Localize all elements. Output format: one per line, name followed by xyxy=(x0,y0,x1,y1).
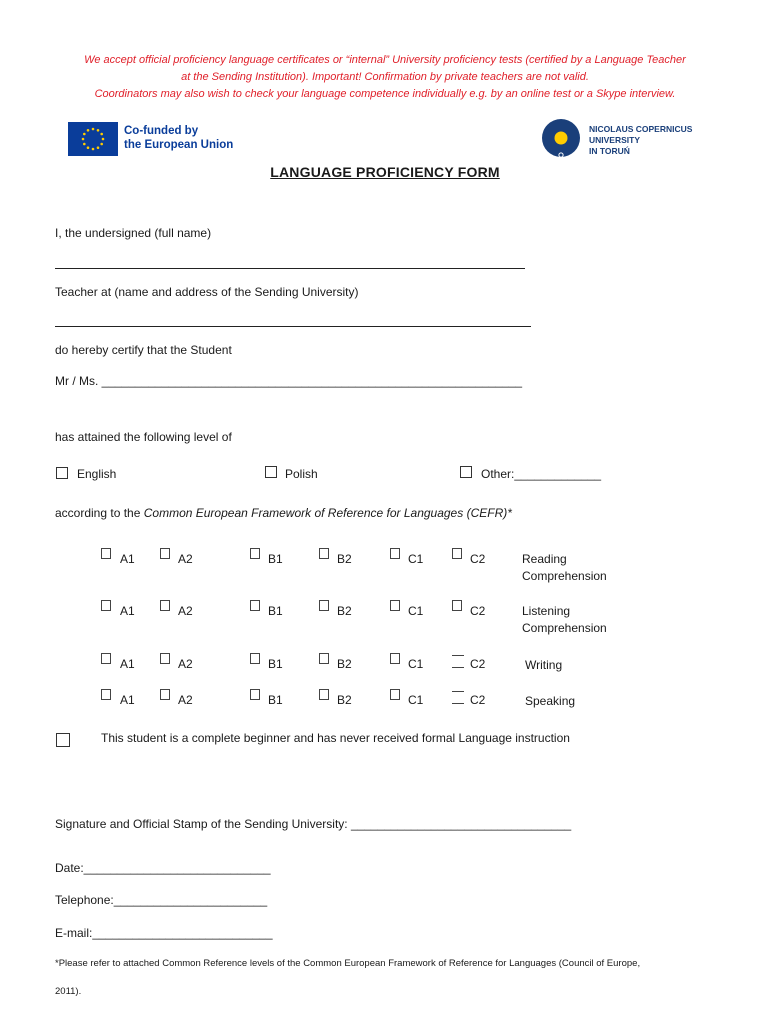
listening-c2-checkbox[interactable] xyxy=(452,600,462,611)
sending-university-field[interactable] xyxy=(55,326,531,327)
speaking-a1-label: A1 xyxy=(120,693,135,707)
signature-stamp-field[interactable]: Signature and Official Stamp of the Sending University: _________________________________ xyxy=(55,817,572,831)
undersigned-label: I, the undersigned (full name) xyxy=(55,226,212,240)
writing-a2-checkbox[interactable] xyxy=(160,653,170,664)
listening-comprehension-label xyxy=(522,603,607,637)
english-label: English xyxy=(77,467,117,481)
listening-a1-label: A1 xyxy=(120,604,135,618)
listening-b1-checkbox[interactable] xyxy=(250,600,260,611)
reading-a2-label: A2 xyxy=(178,552,193,566)
listening-b2-label: B2 xyxy=(337,604,352,618)
eu-flag-logo xyxy=(68,122,118,156)
listening-label-line-2: Comprehension xyxy=(522,621,607,635)
reading-a2-checkbox[interactable] xyxy=(160,548,170,559)
speaking-c1-checkbox[interactable] xyxy=(390,689,400,700)
student-name-field[interactable]: Mr / Ms. _______________________________________________________________ xyxy=(55,374,523,388)
notice-line-2: at the Sending Institution). Important! Confirmation by private teachers are not valid. xyxy=(181,71,589,83)
cefr-framework-name: Common European Framework of Reference for Languages (CEFR)* xyxy=(143,506,512,520)
ncu-logo-line-1: NICOLAUS COPERNICUS xyxy=(589,124,693,134)
reading-b1-label: B1 xyxy=(268,552,283,566)
full-name-field[interactable] xyxy=(55,268,525,269)
writing-b2-label: B2 xyxy=(337,657,352,671)
speaking-b2-checkbox[interactable] xyxy=(319,689,329,700)
writing-label: Writing xyxy=(525,658,563,672)
speaking-a2-label: A2 xyxy=(178,693,193,707)
writing-c2-label: C2 xyxy=(470,657,486,671)
writing-a1-label: A1 xyxy=(120,657,135,671)
listening-c1-label: C1 xyxy=(408,604,424,618)
listening-b1-label: B1 xyxy=(268,604,283,618)
certify-label: do hereby certify that the Student xyxy=(55,343,232,357)
cefr-label xyxy=(55,506,512,520)
listening-label-line-1: Listening xyxy=(522,604,571,618)
teacher-label: Teacher at (name and address of the Sending University) xyxy=(55,285,359,299)
speaking-b2-label: B2 xyxy=(337,693,352,707)
eu-logo-line-1: Co-funded by xyxy=(124,125,199,137)
speaking-c1-label: C1 xyxy=(408,693,424,707)
reading-label-line-2: Comprehension xyxy=(522,569,607,583)
reading-c2-label: C2 xyxy=(470,552,486,566)
ncu-emblem-logo xyxy=(541,118,581,158)
writing-a2-label: A2 xyxy=(178,657,193,671)
reading-label-line-1: Reading xyxy=(522,552,567,566)
attained-label: has attained the following level of xyxy=(55,430,232,444)
listening-a2-label: A2 xyxy=(178,604,193,618)
other-checkbox[interactable] xyxy=(460,466,472,478)
listening-c1-checkbox[interactable] xyxy=(390,600,400,611)
beginner-checkbox[interactable] xyxy=(56,733,70,747)
reading-b1-checkbox[interactable] xyxy=(250,548,260,559)
writing-c2-checkbox[interactable] xyxy=(452,655,464,668)
telephone-field[interactable]: Telephone:_______________________ xyxy=(55,893,268,907)
listening-a2-checkbox[interactable] xyxy=(160,600,170,611)
speaking-a1-checkbox[interactable] xyxy=(101,689,111,700)
ncu-logo-line-2: UNIVERSITY xyxy=(589,135,641,145)
notice-line-3: Coordinators may also wish to check your language competence individually e.g. by an online test or a Skype interview. xyxy=(94,88,676,100)
reading-b2-checkbox[interactable] xyxy=(319,548,329,559)
reading-c1-label: C1 xyxy=(408,552,424,566)
speaking-a2-checkbox[interactable] xyxy=(160,689,170,700)
listening-c2-label: C2 xyxy=(470,604,486,618)
writing-b2-checkbox[interactable] xyxy=(319,653,329,664)
writing-b1-checkbox[interactable] xyxy=(250,653,260,664)
reading-b2-label: B2 xyxy=(337,552,352,566)
speaking-c2-label: C2 xyxy=(470,693,486,707)
cefr-prefix: according to the xyxy=(55,506,144,520)
eu-logo-line-2: the European Union xyxy=(124,139,234,151)
writing-b1-label: B1 xyxy=(268,657,283,671)
footnote-line-2: 2011). xyxy=(55,986,82,997)
listening-b2-checkbox[interactable] xyxy=(319,600,329,611)
date-field[interactable]: Date:____________________________ xyxy=(55,861,271,875)
writing-c1-checkbox[interactable] xyxy=(390,653,400,664)
email-field[interactable]: E-mail:___________________________ xyxy=(55,926,273,940)
reading-c2-checkbox[interactable] xyxy=(452,548,462,559)
ncu-logo-line-3: IN TORUŃ xyxy=(589,146,630,156)
polish-checkbox[interactable] xyxy=(265,466,277,478)
reading-a1-checkbox[interactable] xyxy=(101,548,111,559)
beginner-label: This student is a complete beginner and has never received formal Language instruction xyxy=(101,731,570,745)
english-checkbox[interactable] xyxy=(56,467,68,479)
speaking-c2-checkbox[interactable] xyxy=(452,691,464,704)
listening-a1-checkbox[interactable] xyxy=(101,600,111,611)
reading-comprehension-label xyxy=(522,551,607,585)
speaking-label: Speaking xyxy=(525,694,576,708)
reading-c1-checkbox[interactable] xyxy=(390,548,400,559)
footnote-line-1: *Please refer to attached Common Reference levels of the Common European Framework of Reference for Languages (Council of Europe, xyxy=(55,958,641,969)
speaking-b1-checkbox[interactable] xyxy=(250,689,260,700)
other-language-field[interactable]: Other:_____________ xyxy=(481,467,602,481)
writing-c1-label: C1 xyxy=(408,657,424,671)
writing-a1-checkbox[interactable] xyxy=(101,653,111,664)
notice-line-1: We accept official proficiency language certificates or “internal” University proficiency tests (certified by a Language Teacher xyxy=(84,54,686,66)
ncu-logo-text xyxy=(589,124,692,157)
polish-label: Polish xyxy=(285,467,318,481)
reading-a1-label: A1 xyxy=(120,552,135,566)
form-title: LANGUAGE PROFICIENCY FORM xyxy=(270,164,500,180)
speaking-b1-label: B1 xyxy=(268,693,283,707)
eu-logo-text xyxy=(124,124,233,152)
